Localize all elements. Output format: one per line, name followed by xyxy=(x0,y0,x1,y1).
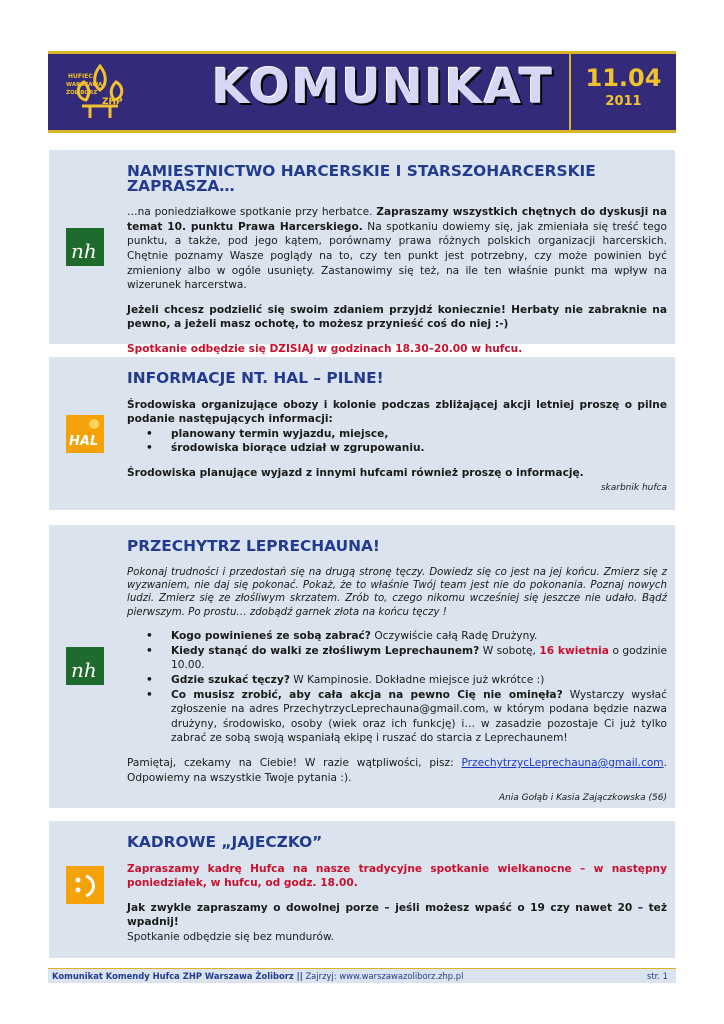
section-leprechaun xyxy=(49,525,675,808)
section-hal xyxy=(49,357,675,510)
section-body xyxy=(127,835,667,945)
info-list xyxy=(127,427,667,456)
answer: Wystarczy wysłać zgłoszenie na adres PrzechytrzycLeprechauna@gmail.com, w którym podana będzie nazwa drużyny, środowisko, osoby (wiek oraz ich funkcję) i… w zasadzie pozostaje Ci już tylko zabrać ze sobą swoją wspaniałą ekipę i ruszać do starcia z Leprechaunem! xyxy=(171,688,667,745)
page-number: str. 1 xyxy=(647,971,668,981)
answer: o godzinie 10.00. xyxy=(171,644,668,672)
paragraph xyxy=(127,901,667,945)
list-item: • planowany termin wyjazdu, miejsce, xyxy=(127,427,667,442)
paragraph: Środowiska planujące wyjazd z innymi hufcami również proszę o informację. xyxy=(127,466,584,479)
signature: Ania Gołąb i Kasia Zajączkowska (56) xyxy=(498,793,667,804)
page-footer xyxy=(48,968,676,983)
svg-text:HAL: HAL xyxy=(69,434,99,449)
list-item: • środowiska biorące udział w zgrupowaniu. xyxy=(127,441,667,456)
text-bold: Jak zwykle zapraszamy o dowolnej porze – jeśli możesz wpaść o 19 czy nawet 20 – też wpadnij! xyxy=(127,901,667,929)
text: Spotkanie odbędzie się bez mundurów. xyxy=(127,930,334,943)
question: Co musisz zrobić, aby cała akcja na pewno Cię nie ominęła? xyxy=(171,688,563,701)
list-item xyxy=(127,629,667,644)
section-body xyxy=(127,164,667,367)
paragraph xyxy=(127,756,667,785)
list-item xyxy=(127,688,667,746)
text: …na poniedziałkowe spotkanie przy herbatce. xyxy=(127,206,377,219)
answer: Oczywiście całą Radę Drużyny. xyxy=(370,630,538,643)
signature: skarbnik hufca xyxy=(600,482,667,493)
faq-list xyxy=(127,629,667,746)
zhp-hufiec-logo-icon xyxy=(62,60,138,126)
newsletter-header xyxy=(48,51,676,133)
question: Kiedy stanąć do walki ze złośliwym Leprechaunem? xyxy=(171,644,480,657)
meeting-time: Spotkanie odbędzie się DZISIAJ w godzinach 18.30–20.00 w hufcu. xyxy=(127,342,523,355)
paragraph: Zapraszamy kadrę Hufca na nasze tradycyjne spotkanie wielkanocne – w następny poniedziałek, w hufcu, od godz. 18.00. xyxy=(127,862,667,890)
logo-text-3: ŻOLIBORZ xyxy=(66,90,98,96)
list-item xyxy=(127,644,667,673)
section-title: INFORMACJE NT. HAL – PILNE! xyxy=(127,369,384,387)
text: . Odpowiemy na wszystkie Twoje pytania :). xyxy=(127,756,667,784)
paragraph xyxy=(127,205,667,293)
svg-text:nh: nh xyxy=(71,658,97,682)
nh-logo-icon xyxy=(66,228,104,266)
newsletter-title: KOMUNIKAT xyxy=(212,59,554,115)
paragraph: Środowiska organizujące obozy i kolonie podczas zbliżającej akcji letniej proszę o pilne podanie następujących informacji: xyxy=(127,398,667,426)
event-date: 16 kwietnia xyxy=(539,644,609,657)
logo-text-4: ZHP xyxy=(102,97,123,107)
section-body xyxy=(127,371,667,495)
hal-logo-icon xyxy=(66,415,104,453)
section-title: NAMIESTNICTWO HARCERSKIE I STARSZOHARCERSKIE ZAPRASZA… xyxy=(127,162,596,195)
section-body xyxy=(127,539,667,806)
footer-label: Komunikat Komendy Hufca ZHP Warszawa Żoliborz || xyxy=(52,971,303,981)
text: Pamiętaj, czekamy na Ciebie! W razie wątpliwości, pisz: xyxy=(127,756,462,769)
section-kadrowe xyxy=(49,821,675,958)
smile-logo-icon xyxy=(66,866,104,904)
question: Gdzie szukać tęczy? xyxy=(171,674,290,686)
section-title: PRZECHYTRZ LEPRECHAUNA! xyxy=(127,537,380,555)
text: Na spotkaniu dowiemy się, jak zmieniała się treść tego punktu, a także, pod jego kątem, porównamy prawa różnych polskich organizacji harcerskich. Chętnie poznamy Wasze poglądy na to, czy ten punkt jest potrzebny, czy może powinien być zmieniony albo w ogóle usunięty. Zastanowimy się też, na ile ten właśnie punkt ma wpływ na wizerunek harcerstwa. xyxy=(127,220,667,292)
email-link[interactable]: PrzechytrzycLeprechauna@gmail.com xyxy=(461,756,664,769)
section-title: KADROWE „JAJECZKO” xyxy=(127,833,323,851)
paragraph: Jeżeli chcesz podzielić się swoim zdaniem przyjdź koniecznie! Herbaty nie zabraknie na pewno, a jeżeli masz ochotę, to możesz przynieść coś do niej :-) xyxy=(127,303,667,331)
issue-date xyxy=(569,54,676,130)
question: Kogo powinieneś ze sobą zabrać? xyxy=(171,630,371,643)
issue-year: 2011 xyxy=(605,94,642,109)
logo-text-2: WARSZAWA xyxy=(66,82,103,88)
footer-website: Zajrzyj: www.warszawazoliborz.zhp.pl xyxy=(302,971,464,981)
nh-logo-icon xyxy=(66,647,104,685)
intro-paragraph: Pokonaj trudności i przedostań się na drugą stronę tęczy. Dowiedz się co jest na jej końcu. Zmierz się z wyzwaniem, nie daj się pokonać. Pokaż, że to właśnie Twój team jest nie do pokonania. Poznaj nowych ludzi. Zmierz się ze złośliwym skrzatem. Zrób to, czego nikomu wcześniej się jeszcze nie udało. Bądź pierwszym. Po prostu… zdobądź garnek złota na końcu tęczy ! xyxy=(127,566,667,618)
text-bold: Zapraszamy wszystkich chętnych do dyskusji na temat 10. punktu Prawa Harcerskiego. xyxy=(127,206,667,233)
section-nh-invite xyxy=(49,150,675,355)
answer: W Kampinosie. Dokładne miejsce już wkrótce :) xyxy=(289,674,545,686)
list-item xyxy=(127,673,667,688)
logo-text-1: HUFIEC xyxy=(68,73,93,80)
svg-text:nh: nh xyxy=(71,239,97,263)
answer: W sobotę, xyxy=(479,644,540,657)
issue-day: 11.04 xyxy=(585,64,662,92)
